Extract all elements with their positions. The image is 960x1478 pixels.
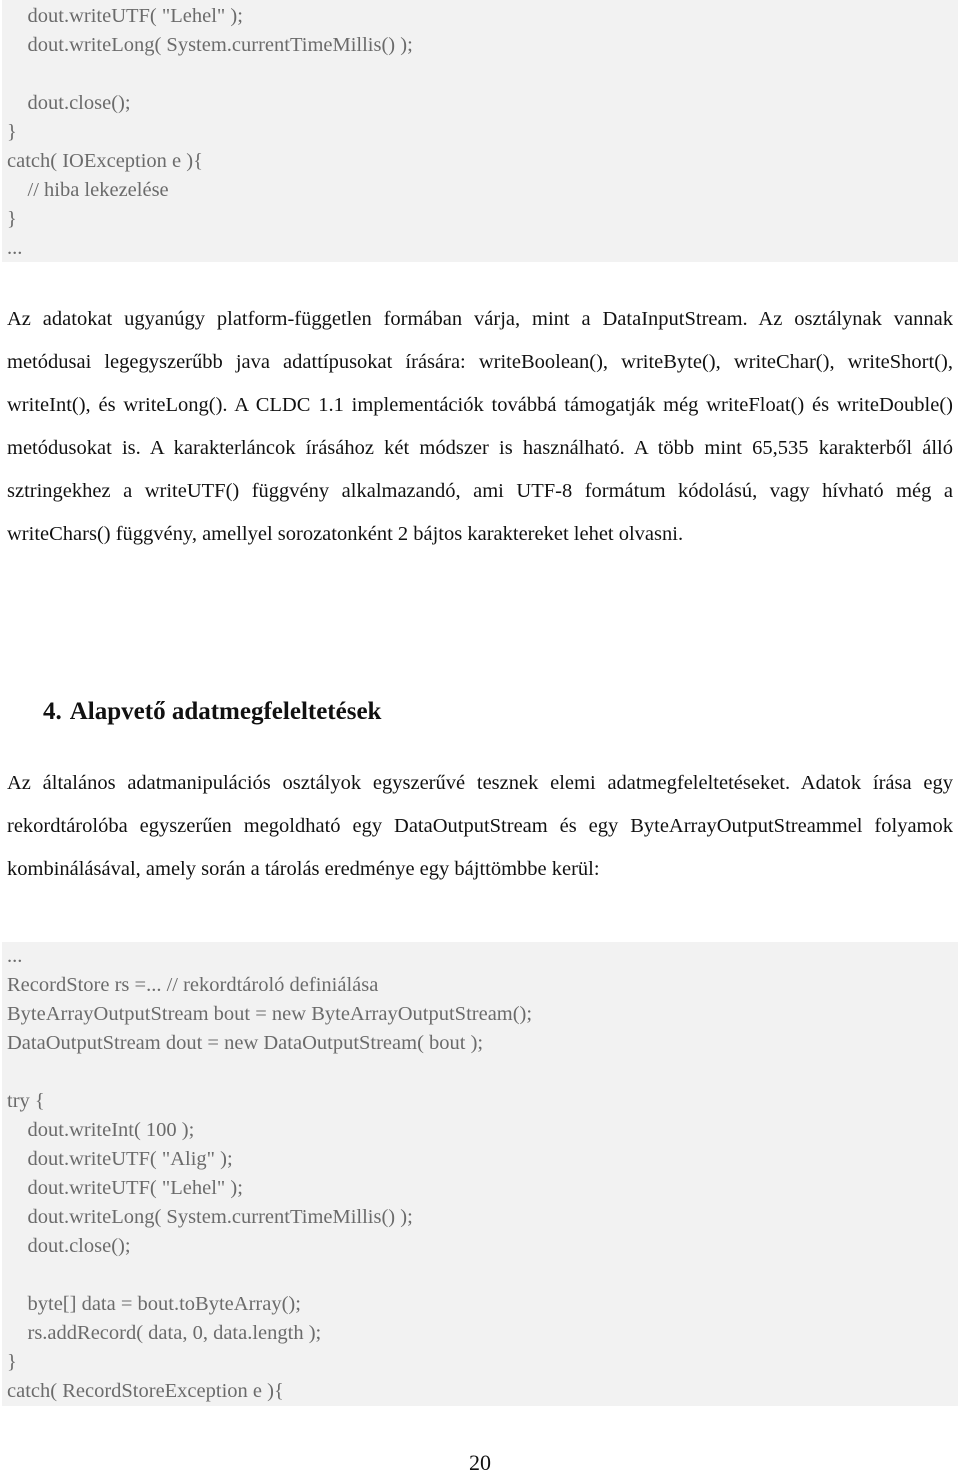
section-number: 4. (43, 698, 62, 725)
code-line: dout.close(); (7, 92, 131, 114)
code-line: dout.writeUTF( "Lehel" ); (7, 5, 243, 27)
code-line: } (7, 1351, 17, 1373)
code-block-top (2, 0, 958, 262)
code-line: try { (7, 1090, 45, 1112)
code-line (7, 1058, 958, 1087)
code-line: dout.writeLong( System.currentTimeMillis() ); (7, 1206, 413, 1228)
code-line: byte[] data = bout.toByteArray(); (7, 1293, 301, 1315)
code-line (7, 60, 958, 89)
code-line: // hiba lekezelése (7, 179, 169, 201)
code-line: ByteArrayOutputStream bout = new ByteArrayOutputStream(); (7, 1003, 533, 1025)
code-line: dout.writeInt( 100 ); (7, 1119, 195, 1141)
paragraph-data-mapping: Az általános adatmanipulációs osztályok egyszerűvé tesznek elemi adatmegfeleltetéseket. Adatok írása egy rekordtárolóba egyszerűen megoldható egy DataOutputStream és egy ByteArrayOutputStreammel folyamok kombinálásával, amely során a tárolás eredménye egy bájttömbbe kerül: (7, 772, 953, 880)
code-line: ... (7, 237, 23, 259)
paragraph-dataoutputstream: Az adatokat ugyanúgy platform-független formában várja, mint a DataInputStream. Az osztálynak vannak metódusai legegyszerűbb java adattípusokat írására: writeBoolean(), writeByte(), writeChar(), writeShort(), writeInt(), és writeLong(). A CLDC 1.1 implementációk továbbá támogatják még writeFloat() és writeDouble() metódusokat is. A karakterláncok írásához két módszer is használható. A több mint 65,535 karakterből álló sztringekhez a writeUTF() függvény alkalmazandó, ami UTF-8 formátum kódolású, vagy hívható még a writeChars() függvény, amellyel sorozatonként 2 bájtos karaktereket lehet olvasni. (7, 308, 953, 545)
code-line: } (7, 208, 17, 230)
code-line: dout.close(); (7, 1235, 131, 1257)
code-line: DataOutputStream dout = new DataOutputStream( bout ); (7, 1032, 484, 1054)
code-block-bottom (2, 942, 958, 1406)
code-line: dout.writeUTF( "Lehel" ); (7, 1177, 243, 1199)
section-heading (43, 692, 381, 732)
code-line (7, 1261, 958, 1290)
code-line: } (7, 121, 17, 143)
code-line: ... (7, 945, 23, 967)
section-title: Alapvető adatmegfeleltetések (69, 698, 382, 725)
code-line: dout.writeLong( System.currentTimeMillis() ); (7, 34, 413, 56)
code-line: catch( IOException e ){ (7, 150, 203, 172)
page-number: 20 (469, 1450, 491, 1475)
code-line: catch( RecordStoreException e ){ (7, 1380, 284, 1402)
code-line: RecordStore rs =... // rekordtároló definiálása (7, 974, 379, 996)
code-line: dout.writeUTF( "Alig" ); (7, 1148, 233, 1170)
code-line: rs.addRecord( data, 0, data.length ); (7, 1322, 322, 1344)
